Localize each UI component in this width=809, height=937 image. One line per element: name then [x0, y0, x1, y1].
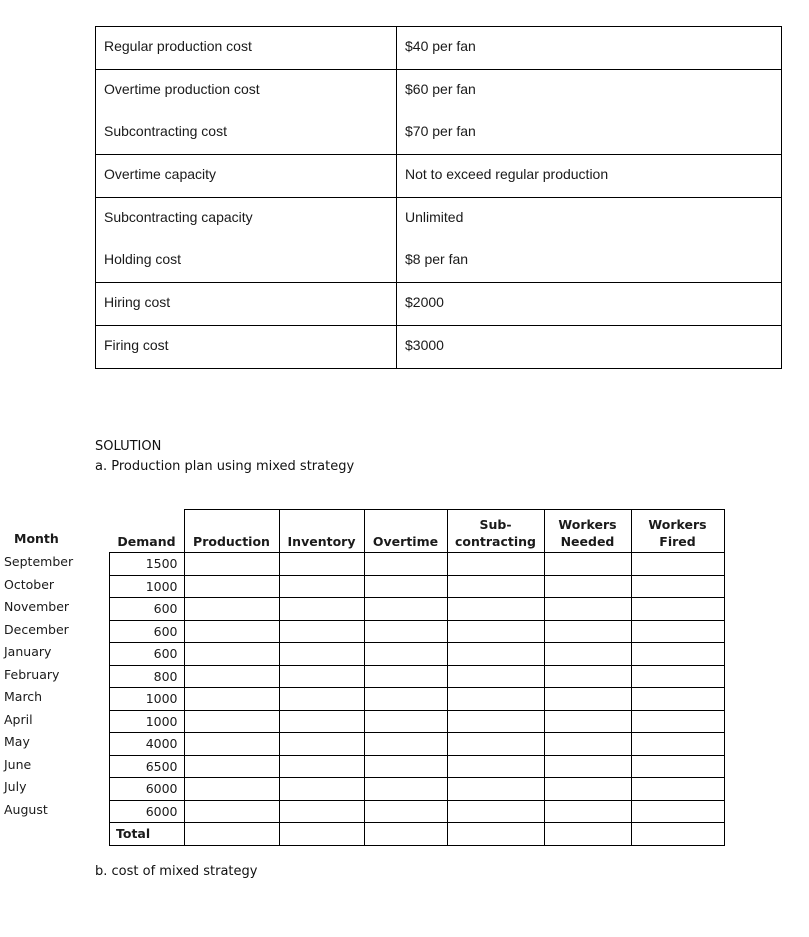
table-row [110, 598, 725, 621]
cost-value-cell [397, 283, 782, 326]
empty-cell [447, 800, 544, 823]
empty-cell [544, 778, 631, 801]
empty-cell [544, 575, 631, 598]
empty-cell [279, 575, 364, 598]
empty-cell [544, 598, 631, 621]
cost-label: Firing cost [104, 337, 169, 353]
cost-label: Holding cost [104, 251, 182, 267]
production-plan-table [109, 509, 725, 846]
demand-cell: 600 [110, 643, 185, 666]
cost-row [96, 283, 782, 326]
empty-cell [447, 778, 544, 801]
table-row [110, 575, 725, 598]
empty-cell [544, 688, 631, 711]
empty-cell [184, 710, 279, 733]
table-row [110, 643, 725, 666]
column-header: Production [184, 510, 279, 553]
cost-value-cell [397, 70, 782, 155]
empty-cell [544, 620, 631, 643]
empty-cell [447, 688, 544, 711]
empty-cell [447, 553, 544, 576]
empty-cell [544, 755, 631, 778]
cost-row [96, 70, 782, 155]
empty-cell [631, 755, 724, 778]
plan-header-row [110, 510, 725, 553]
empty-cell [279, 553, 364, 576]
empty-cell [631, 778, 724, 801]
column-header: Inventory [279, 510, 364, 553]
empty-cell [631, 710, 724, 733]
cost-value-cell [397, 198, 782, 283]
cost-value-cell [397, 326, 782, 369]
table-row [110, 710, 725, 733]
cost-value-cell [397, 155, 782, 198]
empty-cell [631, 620, 724, 643]
part-b-heading: b. cost of mixed strategy [95, 864, 258, 879]
empty-cell [279, 823, 364, 846]
empty-cell [279, 620, 364, 643]
cost-row [96, 326, 782, 369]
table-row [110, 733, 725, 756]
column-header: Sub- contracting [447, 510, 544, 553]
demand-cell: 6500 [110, 755, 185, 778]
demand-cell: 800 [110, 665, 185, 688]
empty-cell [544, 665, 631, 688]
empty-cell [631, 575, 724, 598]
empty-cell [447, 598, 544, 621]
empty-cell [631, 823, 724, 846]
month-label: September [4, 554, 74, 569]
empty-cell [364, 575, 447, 598]
cost-label: Overtime capacity [104, 166, 217, 182]
empty-cell [184, 598, 279, 621]
cost-label-cell [96, 27, 397, 70]
cost-label: Subcontracting capacity [104, 209, 253, 225]
empty-cell [184, 575, 279, 598]
cost-label-cell [96, 326, 397, 369]
empty-cell [631, 553, 724, 576]
empty-cell [364, 665, 447, 688]
month-label: June [4, 756, 32, 772]
cost-value: $70 per fan [405, 123, 476, 139]
empty-cell [279, 688, 364, 711]
demand-cell: 6000 [110, 800, 185, 823]
column-header: Overtime [364, 510, 447, 553]
cost-row [96, 27, 782, 70]
month-label: July [4, 779, 27, 794]
demand-cell: 6000 [110, 778, 185, 801]
cost-value: Not to exceed regular production [405, 166, 609, 182]
empty-cell [364, 778, 447, 801]
month-label: December [4, 621, 69, 637]
cost-label: Regular production cost [104, 38, 252, 54]
month-label: February [4, 666, 60, 682]
empty-cell [447, 755, 544, 778]
empty-cell [184, 800, 279, 823]
table-row [110, 800, 725, 823]
column-header: Workers Fired [631, 510, 724, 553]
empty-cell [184, 778, 279, 801]
table-row [110, 778, 725, 801]
month-header: Month [14, 531, 59, 546]
cost-value: $3000 [405, 337, 444, 353]
cost-value: $40 per fan [405, 38, 476, 54]
empty-cell [631, 733, 724, 756]
empty-cell [631, 688, 724, 711]
empty-cell [447, 620, 544, 643]
month-list [4, 551, 73, 821]
month-label: November [4, 599, 70, 614]
cost-label: Hiring cost [104, 294, 171, 310]
empty-cell [364, 823, 447, 846]
cost-row [96, 198, 782, 283]
month-label: August [4, 801, 48, 817]
empty-cell [544, 800, 631, 823]
table-row [110, 553, 725, 576]
demand-cell: 1500 [110, 553, 185, 576]
total-label: Total [110, 823, 185, 846]
empty-cell [364, 733, 447, 756]
cost-value: Unlimited [405, 209, 464, 225]
empty-cell [544, 710, 631, 733]
empty-cell [279, 733, 364, 756]
cost-row [96, 155, 782, 198]
empty-cell [364, 620, 447, 643]
empty-cell [364, 643, 447, 666]
empty-cell [544, 823, 631, 846]
cost-label: Overtime production cost [104, 81, 260, 97]
empty-cell [631, 665, 724, 688]
table-row [110, 665, 725, 688]
total-row [110, 823, 725, 846]
cost-value-cell [397, 27, 782, 70]
empty-cell [447, 643, 544, 666]
empty-cell [447, 710, 544, 733]
empty-cell [544, 643, 631, 666]
empty-cell [447, 733, 544, 756]
empty-cell [184, 665, 279, 688]
empty-cell [184, 620, 279, 643]
empty-cell [279, 665, 364, 688]
empty-cell [184, 643, 279, 666]
cost-label-cell [96, 283, 397, 326]
empty-cell [184, 688, 279, 711]
empty-cell [279, 710, 364, 733]
empty-cell [364, 598, 447, 621]
empty-cell [364, 755, 447, 778]
empty-cell [447, 665, 544, 688]
cost-value: $8 per fan [405, 251, 469, 267]
cost-label: Subcontracting cost [104, 123, 227, 139]
empty-cell [279, 643, 364, 666]
empty-cell [364, 800, 447, 823]
month-label: March [4, 689, 43, 704]
empty-cell [184, 553, 279, 576]
demand-cell: 1000 [110, 710, 185, 733]
demand-cell: 1000 [110, 688, 185, 711]
month-label: January [4, 644, 52, 659]
cost-value: $60 per fan [405, 81, 476, 97]
cost-parameters-table [95, 26, 782, 369]
empty-cell [279, 800, 364, 823]
month-label: May [4, 734, 30, 749]
table-row [110, 755, 725, 778]
solution-heading: SOLUTION [95, 439, 162, 454]
demand-cell: 600 [110, 598, 185, 621]
empty-cell [279, 755, 364, 778]
column-header: Demand [117, 534, 176, 549]
empty-cell [631, 598, 724, 621]
empty-cell [279, 778, 364, 801]
empty-cell [631, 800, 724, 823]
cost-value: $2000 [405, 294, 444, 310]
empty-cell [364, 553, 447, 576]
empty-cell [184, 733, 279, 756]
empty-cell [364, 710, 447, 733]
empty-cell [447, 823, 544, 846]
cost-label-cell [96, 198, 397, 283]
empty-cell [447, 575, 544, 598]
empty-cell [184, 755, 279, 778]
empty-cell [544, 553, 631, 576]
demand-cell: 4000 [110, 733, 185, 756]
part-a-heading: a. Production plan using mixed strategy [95, 459, 355, 474]
empty-cell [279, 598, 364, 621]
month-label: April [4, 711, 33, 727]
month-label: October [4, 576, 55, 592]
demand-cell: 600 [110, 620, 185, 643]
empty-cell [184, 823, 279, 846]
demand-cell: 1000 [110, 575, 185, 598]
cost-label-cell [96, 155, 397, 198]
column-header: Workers Needed [544, 510, 631, 553]
cost-label-cell [96, 70, 397, 155]
empty-cell [544, 733, 631, 756]
table-row [110, 620, 725, 643]
empty-cell [631, 643, 724, 666]
empty-cell [364, 688, 447, 711]
table-row [110, 688, 725, 711]
